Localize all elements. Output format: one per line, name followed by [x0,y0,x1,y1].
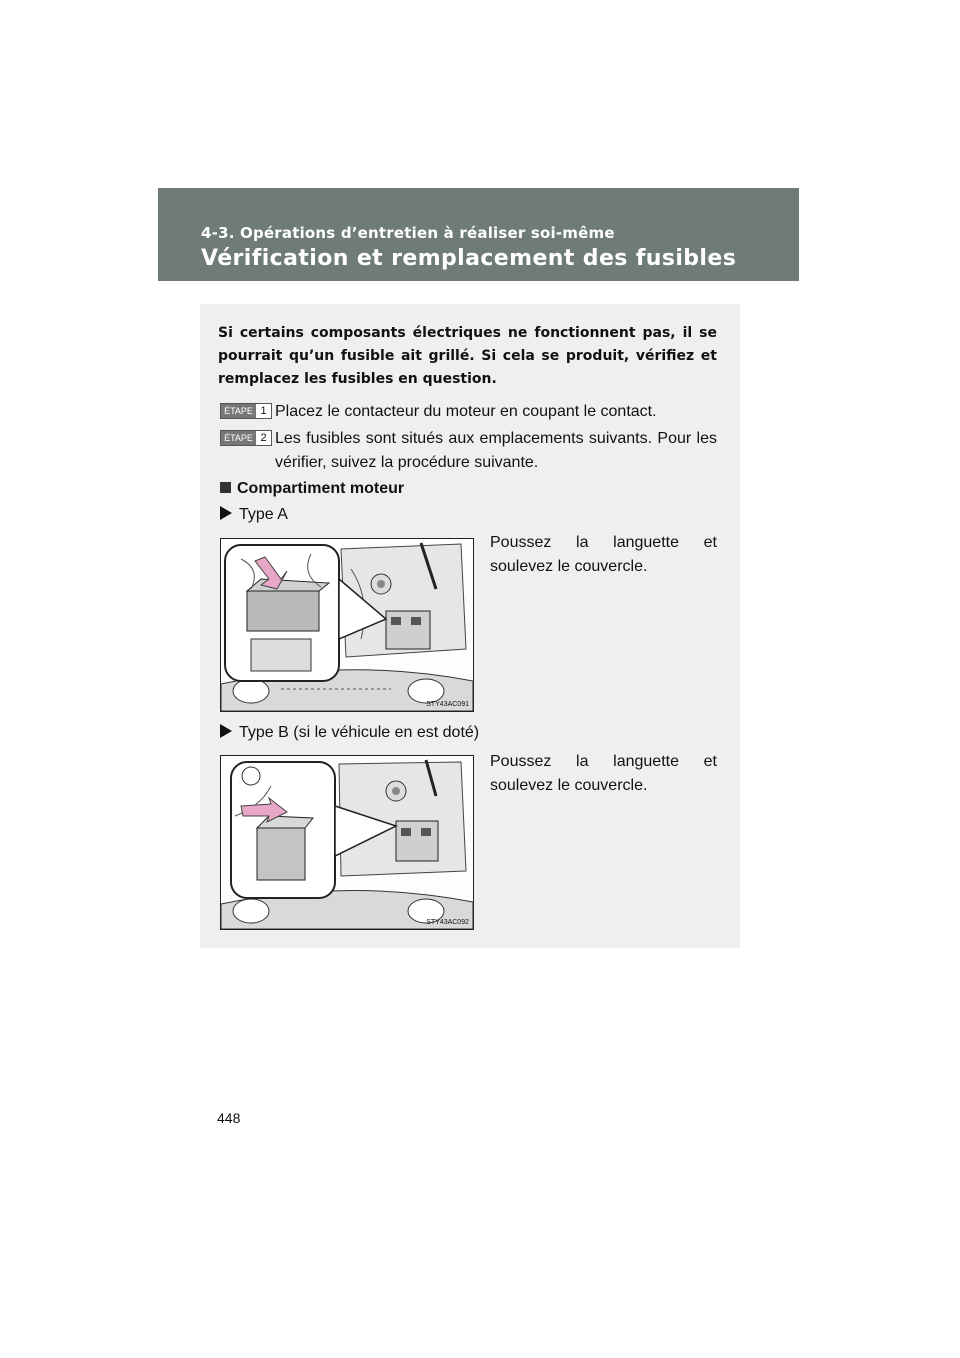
type-a-label: Type A [220,506,288,524]
triangle-bullet-icon [220,724,232,738]
section-header [158,188,799,281]
step-2 [220,427,717,475]
page-title: Vérification et remplacement des fusibles [201,246,737,271]
type-a-instruction: Poussez la languette et soulevez le couvercle. [490,534,717,575]
figure-code: STY43AC092 [426,919,469,926]
step-badge: ÉTAPE 2 [220,430,272,446]
engine-figure-type-b [220,755,474,930]
step-1 [220,400,717,424]
engine-illustration [221,756,473,929]
section-label: 4-3. Opérations d’entretien à réaliser soi-même [201,224,615,242]
step-text: Les fusibles sont situés aux emplacements suivants. Pour les vérifier, suivez la procédure suivante. [275,430,717,471]
step-badge: ÉTAPE 1 [220,403,272,419]
subheading: Compartiment moteur [220,480,404,498]
step-text: Placez le contacteur du moteur en coupant le contact. [275,403,657,420]
type-b-label: Type B (si le véhicule en est doté) [220,724,479,742]
page-number: 448 [217,1110,241,1126]
triangle-bullet-icon [220,506,232,520]
intro-paragraph: Si certains composants électriques ne fonctionnent pas, il se pourrait qu’un fusible ait grillé. Si cela se produit, vérifiez et remplacez les fusibles en question. [218,325,717,387]
type-b-instruction: Poussez la languette et soulevez le couvercle. [490,753,717,794]
engine-illustration [221,539,473,711]
content-panel [200,304,740,948]
square-bullet-icon [220,482,231,493]
engine-figure-type-a [220,538,474,712]
figure-code: STY43AC091 [426,701,469,708]
